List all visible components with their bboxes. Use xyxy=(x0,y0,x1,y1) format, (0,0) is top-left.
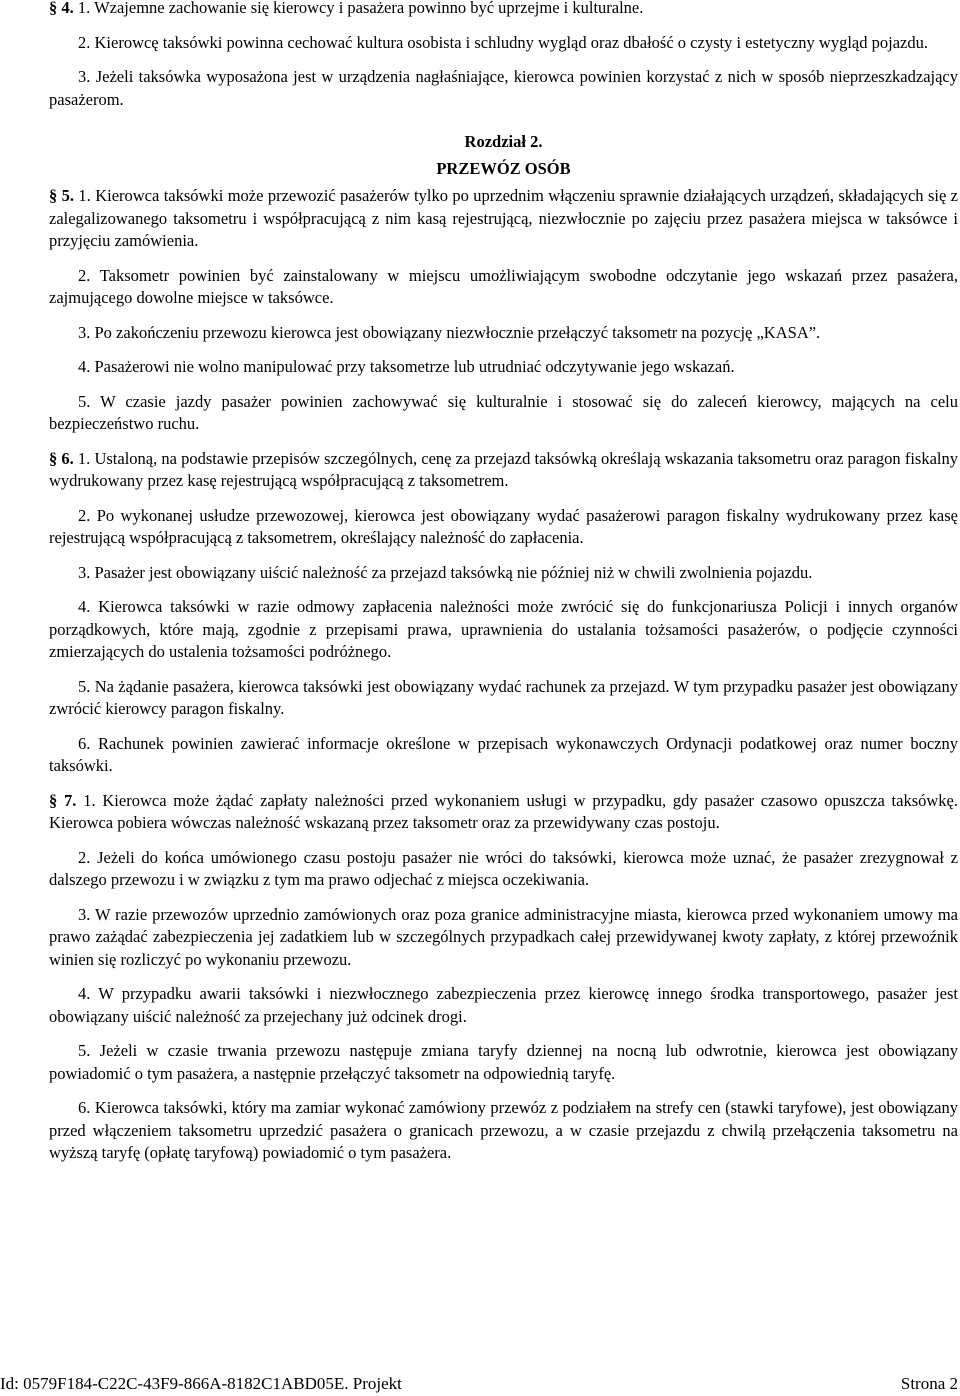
paragraph-5-3: 3. Po zakończeniu przewozu kierowca jest obowiązany niezwłocznie przełączyć taksometr na pozycję „KASA”. xyxy=(78,322,821,342)
paragraph-6-2: 2. Po wykonanej usłudze przewozowej, kierowca jest obowiązany wydać pasażerowi paragon fiskalny wydrukowany przez kasę rejestrującą współpracującą z taksometrem, określający należność do zapłacenia. xyxy=(49,505,958,547)
paragraph-4-2: 2. Kierowcę taksówki powinna cechować kultura osobista i schludny wygląd oraz dbałość o czysty i estetyczny wygląd pojazdu. xyxy=(78,32,928,52)
paragraph-4-1-text: 1. Wzajemne zachowanie się kierowcy i pasażera powinno być uprzejme i kulturalne. xyxy=(73,0,644,17)
paragraph-7-6: 6. Kierowca taksówki, który ma zamiar wykonać zamówiony przewóz z podziałem na strefy cen (stawki taryfowe), jest obowiązany przed włączeniem taksometru uprzedzić pasażera o granicach przewozu, a w czasie przejazdu z chwilą przełączenia taksometru na wyższą taryfę (opłatę taryfową) powiadomić o tym pasażera. xyxy=(49,1098,958,1162)
page-number: Strona 2 xyxy=(900,1374,958,1393)
paragraph-5-4: 4. Pasażerowi nie wolno manipulować przy taksometrze lub utrudniać odczytywanie jego wskazań. xyxy=(78,357,735,376)
paragraph-7-4: 4. W przypadku awarii taksówki i niezwłocznego zabezpieczenia przez kierowcę innego środka transportowego, pasażer jest obowiązany uiścić należność za przejechany już odcinek drogi. xyxy=(49,984,958,1026)
paragraph-6-1 xyxy=(49,448,958,493)
paragraph-5-2: 2. Taksometr powinien być zainstalowany w miejscu umożliwiającym swobodne odczytanie jego wskazań przez pasażera, zajmującego dowolne miejsce w taksówce. xyxy=(49,265,958,307)
paragraph-6-3: 3. Pasażer jest obowiązany uiścić należność za przejazd taksówką nie później niż w chwili zwolnienia pojazdu. xyxy=(78,562,813,582)
paragraph-7-1 xyxy=(49,790,958,835)
paragraph-4-3: 3. Jeżeli taksówka wyposażona jest w urządzenia nagłaśniające, kierowca powinien korzystać z nich w sposób nieprzeszkadzający pasażerom. xyxy=(49,67,958,109)
paragraph-7-3: 3. W razie przewozów uprzednio zamówionych oraz poza granice administracyjne miasta, kierowca przed wykonaniem umowy ma prawo zażądać zabezpieczenia jej zadatkiem lub w szczególnych przypadkach całej przewidywanej kwoty zapłaty, z której przewoźnik winien się rozliczyć po wykonaniu przewozu. xyxy=(49,904,958,969)
paragraph-5-5: 5. W czasie jazdy pasażer powinien zachowywać się kulturalnie i stosować się do zaleceń kierowcy, mających na celu bezpieczeństwo ruchu. xyxy=(49,391,958,433)
paragraph-6-4: 4. Kierowca taksówki w razie odmowy zapłacenia należności może zwrócić się do funkcjonariusza Policji i innych organów porządkowych, które mają, zgodnie z przepisami prawa, uprawnienia do ustalania tożsamości pasażerów, o podjęcie czynności zmierzających do ustalenia tożsamości podróżnego. xyxy=(49,597,958,661)
paragraph-7-2: 2. Jeżeli do końca umówionego czasu postoju pasażer nie wróci do taksówki, kierowca może uznać, że pasażer zrezygnował z dalszego przewozu i w związku z tym ma prawo odjechać z miejsca oczekiwania. xyxy=(49,847,958,889)
paragraph-6-1-text: 1. Ustaloną, na podstawie przepisów szczególnych, cenę za przejazd taksówką określają wskazania taksometru oraz paragon fiskalny wydrukowany przez kasę rejestrującą współpracującą z taksometrem. xyxy=(49,448,958,490)
section-mark-6: § 6. xyxy=(49,448,74,468)
paragraph-5-1-text: 1. Kierowca taksówki może przewozić pasażerów tylko po uprzednim włączeniu sprawnie działających urządzeń, składających się z zalegalizowanego taksometru i współpracującą z nim kasą rejestrującą, niezwłocznie po zajęciu przez pasażera miejsca w taksówce i przyjęciu zamówienia. xyxy=(49,186,959,250)
paragraph-5-1 xyxy=(49,185,958,253)
paragraph-6-5: 5. Na żądanie pasażera, kierowca taksówki jest obowiązany wydać rachunek za przejazd. W tym przypadku pasażer jest obowiązany zwrócić kierowcy paragon fiskalny. xyxy=(49,676,958,718)
paragraph-7-1-text: 1. Kierowca może żądać zapłaty należności przed wykonaniem usługi w przypadku, gdy pasażer czasowo opuszcza taksówkę. Kierowca pobiera wówczas należność wskazaną przez taksometr oraz za przewidywany czas postoju. xyxy=(49,790,959,832)
paragraph-6-6: 6. Rachunek powinien zawierać informacje określone w przepisach wykonawczych Ordynacji podatkowej oraz numer boczny taksówki. xyxy=(49,733,958,775)
section-mark-7: § 7. xyxy=(49,790,77,810)
section-mark-4: § 4. xyxy=(49,0,74,17)
section-mark-5: § 5. xyxy=(49,186,75,205)
document-page xyxy=(49,0,958,1165)
document-id: Id: 0579F184-C22C-43F9-866A-8182C1ABD05E. Projekt xyxy=(0,1374,402,1393)
paragraph-4-1 xyxy=(49,0,958,20)
chapter-title: Rozdział 2. xyxy=(464,132,543,151)
paragraph-7-5: 5. Jeżeli w czasie trwania przewozu następuje zmiana taryfy dziennej na nocną lub odwrotnie, kierowca jest obowiązany powiadomić o tym pasażera, a następnie przełączyć taksometr na odpowiednią taryfę. xyxy=(49,1041,958,1083)
chapter-subtitle: PRZEWÓZ OSÓB xyxy=(436,158,571,178)
